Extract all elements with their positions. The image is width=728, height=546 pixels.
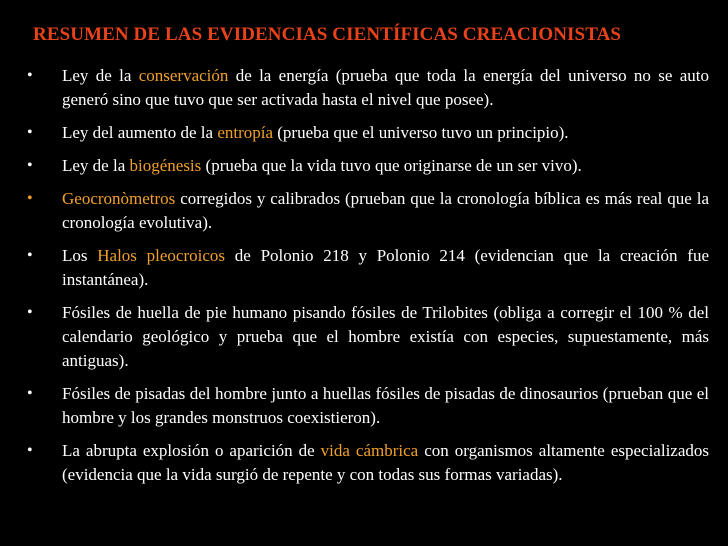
bullet-icon: • [27,247,33,264]
slide-title: RESUMEN DE LAS EVIDENCIAS CIENTÍFICAS CREACIONISTAS [33,24,622,45]
list-item [0,382,728,430]
item-text: de la energía (prueba que toda la energía del universo no se auto generó sino que tuvo que ser activada hasta el nivel que posee). [62,66,709,109]
item-text: (prueba que el universo tuvo un principio). [273,123,569,142]
item-highlight: biogénesis [129,156,202,175]
item-highlight: conservación [138,66,229,85]
item-text: Los [62,246,98,265]
evidence-list [0,64,728,496]
item-text: La abrupta explosión o aparición de [62,441,321,460]
item-text: Fósiles de huella de pie humano pisando fósiles de Trilobites (obliga a corregir el 100 % del calendario geológico y prueba que el hombre existía con especies, supuestamente, más antiguas). [62,303,709,370]
item-text: corregidos y calibrados (prueban que la cronología bíblica es más real que la cronología evolutiva). [62,189,709,232]
list-item [0,121,728,145]
bullet-icon: • [27,124,33,141]
item-text: (prueba que la vida tuvo que originarse de un ser vivo). [201,156,582,175]
item-text: Ley de la [62,156,130,175]
item-text: Ley de la [62,66,139,85]
bullet-icon: • [27,442,33,459]
item-text: de Polonio 218 y Polonio 214 (evidencian que la creación fue instantánea). [62,246,709,289]
bullet-icon: • [27,385,33,402]
list-item [0,439,728,487]
bullet-icon: • [27,157,33,174]
list-item [0,154,728,178]
item-highlight: vida cámbrica [320,441,419,460]
item-text: con organismos altamente especializados (evidencia que la vida surgió de repente y con todas sus formas variadas). [62,441,709,484]
list-item [0,187,728,235]
bullet-icon: • [27,67,33,84]
item-highlight: Halos pleocroicos [97,246,226,265]
bullet-icon: • [27,304,33,321]
item-text: Ley del aumento de la [62,123,218,142]
list-item [0,301,728,373]
bullet-icon: • [27,190,33,207]
list-item [0,64,728,112]
item-highlight: entropía [217,123,274,142]
item-text: Fósiles de pisadas del hombre junto a huellas fósiles de pisadas de dinosaurios (prueban que el hombre y los grandes monstruos coexistieron). [62,384,709,427]
list-item [0,244,728,292]
item-highlight: Geocronòmetros [62,189,176,208]
